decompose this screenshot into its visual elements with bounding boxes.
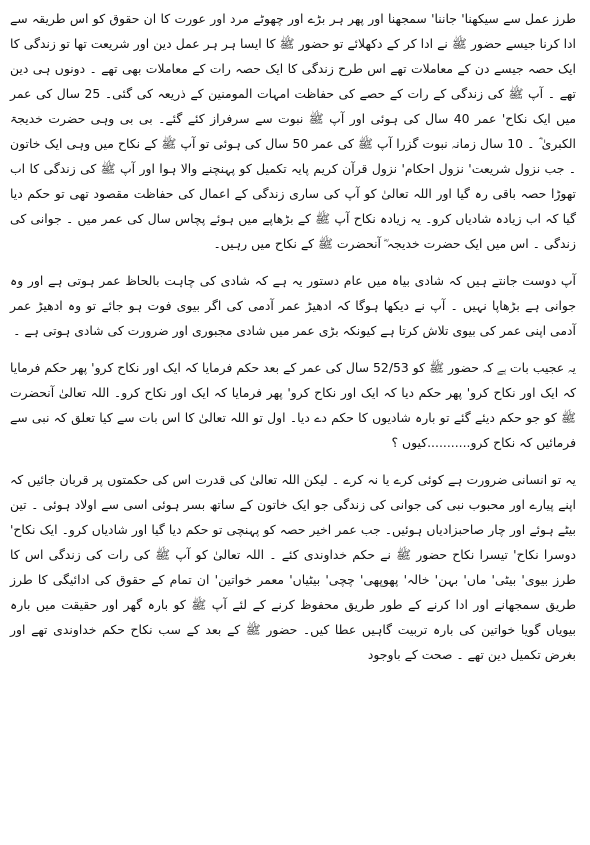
paragraph-4: یہ تو انسانی ضرورت ہے کوئی کرے یا نہ کرے ۔ لیکن اللہ تعالیٰ کی قدرت اس کی حکمتوں پر قربان جائیں کہ اپنے پیارے اور محبوب نبی کی جوانی کی زندگی جو ایک خاتون کے ساتھ بسر ہوئی اسی سے اولاد ہوئی ۔ تین بیٹے ہوئے اور چار صاحبزادیاں ہوئیں۔ جب عمر اخیر حصہ کو پہنچی تو حکم دیا گیا اور شادیاں کرو۔ ایک نکاح' دوسرا نکاح' تیسرا نکاح حضور ﷺ نے حکم خداوندی کئے ۔ اللہ تعالیٰ کو آپ ﷺ کی رات کی زندگی اس کا طرز بیوی' بیٹی' ماں' بہن' خالہ' پھوپھی' چچی' بیٹیاں' معمر خواتین' ان تمام کے حقوق کی ادائیگی کا طرز طریق سمجھانے اور ادا کرنے کے طور طریق محفوظ کرنے کے لئے آپ ﷺ کو بارہ گھر اور حقیقت میں بارہ بیویاں گویا خواتین کی بارہ تربیت گاہیں عطا کیں۔ حضور ﷺ کے بعد کے سب نکاح حکم خداوندی تھے اور بغرض تکمیل دین تھے ۔ صحت کے باوجود	[10, 472, 576, 662]
paragraph-3: یہ عجیب بات ہے کہ حضور ﷺ کو 52/53 سال کی عمر کے بعد حکم فرمایا کہ ایک اور نکاح کرو' پھر حکم فرمایا کہ ایک اور نکاح کرو' پھر حکم دیا کہ ایک اور نکاح کرو' پھر فرمایا کہ ایک اور نکاح کرو۔ اللہ تعالیٰ آنحضرت ﷺ کو جو حکم دیئے گئے تو بارہ شادیوں کا حکم دے دیا۔ اول تو اللہ تعالیٰ کا اس بات سے کیا تعلق کہ نبی سے فرمائیں کہ نکاح کرو...........کیوں ؟	[10, 360, 576, 450]
paragraph-1: طرز عمل سے سیکھنا' جاننا' سمجھنا اور پھر ہر بڑے اور چھوٹے مرد اور عورت کا ان حقوق کو اس طریقہ سے ادا کرنا جیسے حضور ﷺ نے ادا کر کے دکھلائے تو حضور ﷺ کا ایسا ہر ہر عمل دین اور شریعت تھا تو زندگی کا ایک حصہ جیسے دن کے معاملات تھے اس طرح زندگی کا ایک حصہ رات کے معاملات بھی تھے ۔ دونوں ہی دین تھے ۔ آپ ﷺ کی زندگی کے رات کے حصے کی حفاظت امہات المومنین کے ذریعہ کی گئی۔ 25 سال کی عمر میں ایک نکاح' عمر 40 سال کی ہوئی اور آپ ﷺ نبوت سے سرفراز کئے گئے۔ بی بی وہی حضرت خدیجۃ الکبریٰ ؓ ۔ 10 سال زمانہ نبوت گزرا آپ ﷺ کی عمر 50 سال کی ہوئی تو آپ ﷺ کے نکاح میں وہی ایک خاتون ۔ جب نزول شریعت' نزول احکام' نزول قرآن کریم پایہ تکمیل کو پہنچنے والا ہوا اور آپ ﷺ کی زندگی کا اب تھوڑا حصہ باقی رہ گیا اور اللہ تعالیٰ کو آپ کی ساری زندگی کے اعمال کی حفاظت مقصود تھی تو حکم دیا گیا کہ اب زیادہ شادیاں کرو۔ یہ زیادہ نکاح آپ ﷺ کے بڑھاپے میں ہوئے پچاس سال کی عمر میں ۔ جوانی کی زندگی ۔ اس میں ایک حضرت خدیجہ ؓ آنحضرت ﷺ کے نکاح میں رہیں۔	[10, 11, 576, 251]
paragraph-2: آپ دوست جانتے ہیں کہ شادی بیاہ میں عام دستور یہ ہے کہ شادی کی چاہت بالحاظ عمر ہوتی ہے اور وہ جوانی ہے بڑھاپا نہیں ۔ آپ نے دیکھا ہوگا کہ ادھیڑ عمر آدمی کی اگر بیوی فوت ہو جائے تو وہ ادھیڑ عمر آدمی اپنی عمر کی بیوی تلاش کرتا ہے کیونکہ بڑی عمر میں شادی مجبوری اور ضرورت کی شادی ہوتی ہے ۔	[10, 273, 576, 338]
